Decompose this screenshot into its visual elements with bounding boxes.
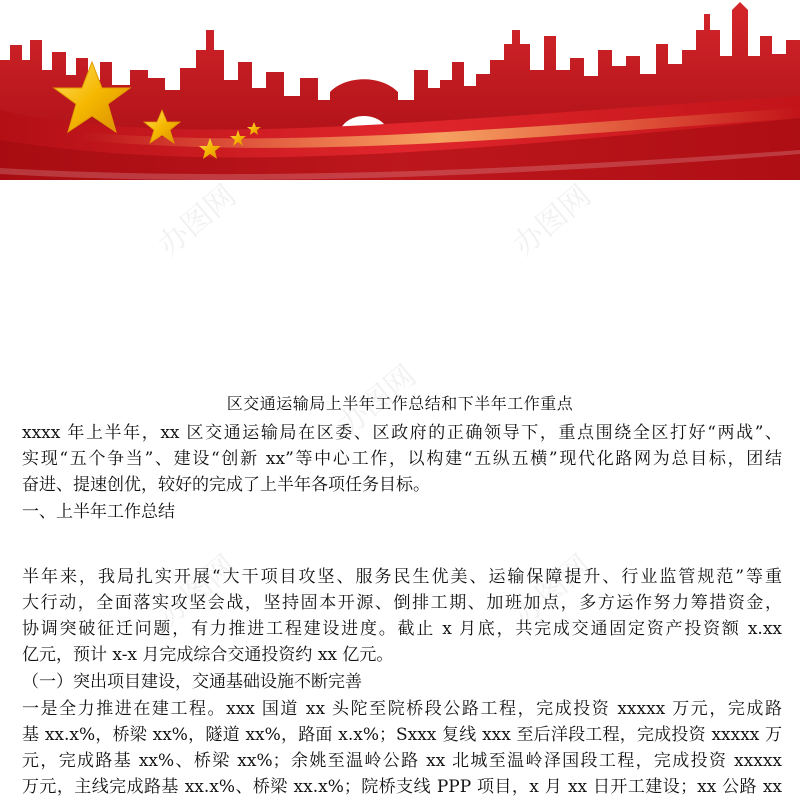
watermark-text: 办图网 xyxy=(331,358,423,444)
document-title: 区交通运输局上半年工作总结和下半年工作重点 xyxy=(226,394,574,413)
paragraph-line: xxxx 年上半年，xx 区交通运输局在区委、区政府的正确领导下，重点围绕全区打好“两战”、 xyxy=(22,423,782,443)
paragraph-line: 大行动，全面落实攻坚会战，坚持固本开源、倒排工期、加班加点，多方运作努力筹措资金， xyxy=(22,593,782,613)
watermark-text: 办图网 xyxy=(151,548,243,634)
document-body xyxy=(0,392,800,800)
watermark-text: 办图网 xyxy=(506,178,598,264)
city-skyline-illustration xyxy=(0,0,800,190)
paragraph-line: 协调突破征迁问题，有力推进工程建设进度。截止 x 月底，共完成交通固定资产投资额 x.xx xyxy=(22,619,782,639)
watermark-text: 办图网 xyxy=(506,548,598,634)
paragraph-line: 一是全力推进在建工程。xxx 国道 xx 头陀至院桥段公路工程，完成投资 xxxxx 万元，完成路 xyxy=(22,699,782,719)
paragraph-line: 实现“五个争当”、建设“创新 xx”等中心工作，以构建“五纵五横”现代化路网为总目标，团结 xyxy=(22,449,782,469)
paragraph-line: 万元，主线完成路基 xx.x%、桥梁 xx.x%；院桥支线 PPP 项目，x 月 xx 日开工建设；xx 公路 xx xyxy=(22,777,782,797)
paragraph-line: 基 xx.x%，桥梁 xx%，隧道 xx%，路面 x.x%；Sxxx 复线 xxx 至后洋段工程，完成投资 xxxxx 万 xyxy=(22,725,782,745)
section-heading: 一、上半年工作总结 xyxy=(22,502,175,522)
paragraph-line: 元，完成路基 xx%、桥梁 xx%；余姚至温岭公路 xx 北城至温岭泽国段工程，完成投资 xxxxx xyxy=(22,751,782,771)
paragraph-line: 亿元，预计 x-x 月完成综合交通投资约 xx 亿元。 xyxy=(22,645,394,665)
subsection-heading: （一）突出项目建设，交通基础设施不断完善 xyxy=(22,672,362,692)
header-banner xyxy=(0,0,800,190)
watermark-text: 办图网 xyxy=(151,178,243,264)
paragraph-line: 半年来，我局扎实开展“大干项目攻坚、服务民生优美、运输保障提升、行业监管规范”等重 xyxy=(22,567,782,587)
paragraph-line: 奋进、提速创优，较好的完成了上半年各项任务目标。 xyxy=(22,475,430,495)
